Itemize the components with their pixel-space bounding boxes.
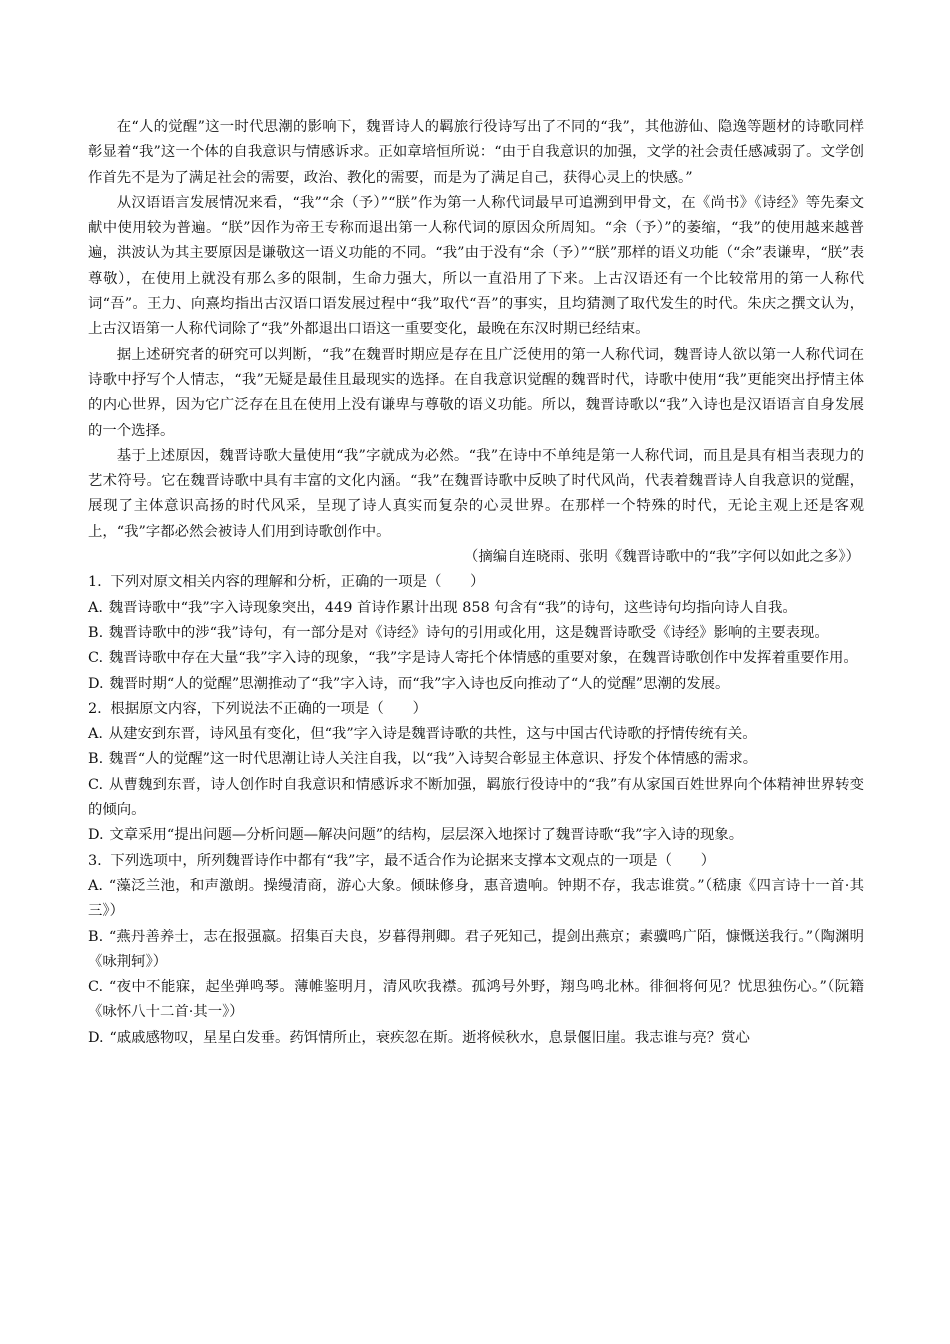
passage-paragraph-1: 在“人的觉醒”这一时代思潮的影响下，魏晋诗人的羁旅行役诗写出了不同的“我”，其他游仙、隐逸等题材的诗歌同样彰显着“我”这一个体的自我意识与情感诉求。正如章培恒所说：“由于自我意识的加强，文学的社会责任感减弱了。文学创作首先不是为了满足社会的需要，政治、教化的需要，而是为了满足自己，获得心灵上的快感。” <box>88 119 864 186</box>
passage-source-citation: （摘编自连晓雨、张明《魏晋诗歌中的“我”字何以如此之多》） <box>463 549 860 566</box>
question-stem <box>88 849 864 874</box>
option-letter: B. <box>88 624 104 641</box>
option-text: 魏晋诗歌中存在大量“我”字入诗的现象，“我”字是诗人寄托个体情感的重要对象，在魏晋诗歌创作中发挥着重要作用。 <box>108 650 858 667</box>
option-letter: B. <box>88 928 104 945</box>
option-letter: C. <box>88 776 104 793</box>
option-b <box>88 925 864 976</box>
option-letter: D. <box>88 1029 104 1046</box>
question-number: 1. <box>88 574 102 591</box>
question-3 <box>88 849 864 1051</box>
option-letter: A. <box>88 726 103 743</box>
option-c <box>88 975 864 1026</box>
option-text: 魏晋“人的觉醒”这一时代思潮让诗人关注自我，以“我”入诗契合彰显主体意识、抒发个体情感的需求。 <box>108 751 758 768</box>
question-2 <box>88 697 864 849</box>
option-letter: B. <box>88 751 104 768</box>
option-d <box>88 823 864 848</box>
option-letter: D. <box>88 675 104 692</box>
option-a <box>88 722 864 747</box>
option-c <box>88 773 864 824</box>
option-letter: C. <box>88 650 104 667</box>
option-text: “戚戚感物叹，星星白发垂。药饵情所止，衰疾忽在斯。逝将候秋水，息景偃旧崖。我志谁与亮？赏心 <box>109 1029 750 1046</box>
passage-paragraph-4: 基于上述原因，魏晋诗歌大量使用“我”字就成为必然。“我”在诗中不单纯是第一人称代词，而且是具有相当表现力的艺术符号。它在魏晋诗歌中具有丰富的文化内涵。“我”在魏晋诗歌中反映了时代风尚，代表着魏晋诗人自我意识的觉醒，展现了主体意识高扬的时代风采，呈现了诗人真实而复杂的心灵世界。在那样一个特殊的时代，无论主观上还是客观上，“我”字都必然会被诗人们用到诗歌创作中。 <box>88 447 864 540</box>
option-text: 魏晋诗歌中“我”字入诗现象突出，449 首诗作累计出现 858 句含有“我”的诗句，这些诗句均指向诗人自我。 <box>108 599 797 616</box>
option-letter: D. <box>88 827 104 844</box>
option-text: “夜中不能寐，起坐弹鸣琴。薄帷鉴明月，清风吹我襟。孤鸿号外野，翔鸟鸣北林。徘徊将何见？忧思独伤心。”（阮籍《咏怀八十二首·其一》） <box>88 979 864 1021</box>
option-text: 文章采用“提出问题—分析问题—解决问题”的结构，层层深入地探讨了魏晋诗歌“我”字入诗的现象。 <box>109 827 744 844</box>
option-letter: A. <box>88 599 103 616</box>
option-d <box>88 1026 864 1051</box>
option-letter: A. <box>88 877 103 894</box>
option-c <box>88 646 864 671</box>
option-text: 从建安到东晋，诗风虽有变化，但“我”字入诗是魏晋诗歌的共性，这与中国古代诗歌的抒情传统有关。 <box>108 726 757 743</box>
question-number: 3. <box>88 852 102 869</box>
option-a <box>88 874 864 925</box>
option-b <box>88 621 864 646</box>
option-b <box>88 747 864 772</box>
question-stem <box>88 570 864 595</box>
option-text: “燕丹善养士，志在报强嬴。招集百夫良，岁暮得荆卿。君子死知己，提剑出燕京；素骥鸣广陌，慷慨送我行。”（陶渊明《咏荆轲》） <box>88 928 864 970</box>
option-letter: C. <box>88 979 104 996</box>
option-d <box>88 672 864 697</box>
question-text: 下列对原文相关内容的理解和分析，正确的一项是（ ） <box>110 574 485 591</box>
passage-paragraph-3: 据上述研究者的研究可以判断，“我”在魏晋时期应是存在且广泛使用的第一人称代词，魏晋诗人欲以第一人称代词在诗歌中抒写个人情志，“我”无疑是最佳且最现实的选择。在自我意识觉醒的魏晋时代，诗歌中使用“我”更能突出抒情主体的内心世界，因为它广泛存在且在使用上没有谦卑与尊敬的语义功能。所以，魏晋诗歌以“我”入诗也是汉语语言自身发展的一个选择。 <box>88 346 864 439</box>
option-a <box>88 596 864 621</box>
option-text: 魏晋时期“人的觉醒”思潮推动了“我”字入诗，而“我”字入诗也反向推动了“人的觉醒”思潮的发展。 <box>109 675 730 692</box>
option-text: 从曹魏到东晋，诗人创作时自我意识和情感诉求不断加强，羁旅行役诗中的“我”有从家国百姓世界向个体精神世界转变的倾向。 <box>88 776 864 819</box>
option-text: 魏晋诗歌中的涉“我”诗句，有一部分是对《诗经》诗句的引用或化用，这是魏晋诗歌受《诗经》影响的主要表现。 <box>108 624 829 641</box>
option-text: “藻泛兰池，和声激朗。操缦清商，游心大象。倾昧修身，惠音遗响。钟期不存，我志谁赏。”（嵇康《四言诗十一首·其三》） <box>88 877 864 920</box>
question-stem <box>88 697 864 722</box>
question-text: 下列选项中，所列魏晋诗作中都有“我”字，最不适合作为论据来支撑本文观点的一项是（ ） <box>110 852 716 869</box>
passage-paragraph-2: 从汉语语言发展情况来看，“我”“余（予）”“朕”作为第一人称代词最早可追溯到甲骨文，在《尚书》《诗经》等先秦文献中使用较为普遍。“朕”因作为帝王专称而退出第一人称代词的原因众所周知。“余（予）”的萎缩，“我”的使用越来越普遍，洪波认为其主要原因是谦敬这一语义功能的不同。“我”由于没有“余（予）”“朕”那样的语义功能（“余”表谦卑，“朕”表尊敬），在使用上就没有那么多的限制，生命力强大，所以一直沿用了下来。上古汉语还有一个比较常用的第一人称代词“吾”。王力、向熹均指出古汉语口语发展过程中“我”取代“吾”的事实，且均猜测了取代发生的时代。朱庆之撰文认为，上古汉语第一人称代词除了“我”外都退出口语这一重要变化，最晚在东汉时期已经结束。 <box>88 194 864 338</box>
question-number: 2. <box>88 700 102 717</box>
question-text: 根据原文内容，下列说法不正确的一项是（ ） <box>110 700 427 717</box>
question-1 <box>88 570 864 696</box>
